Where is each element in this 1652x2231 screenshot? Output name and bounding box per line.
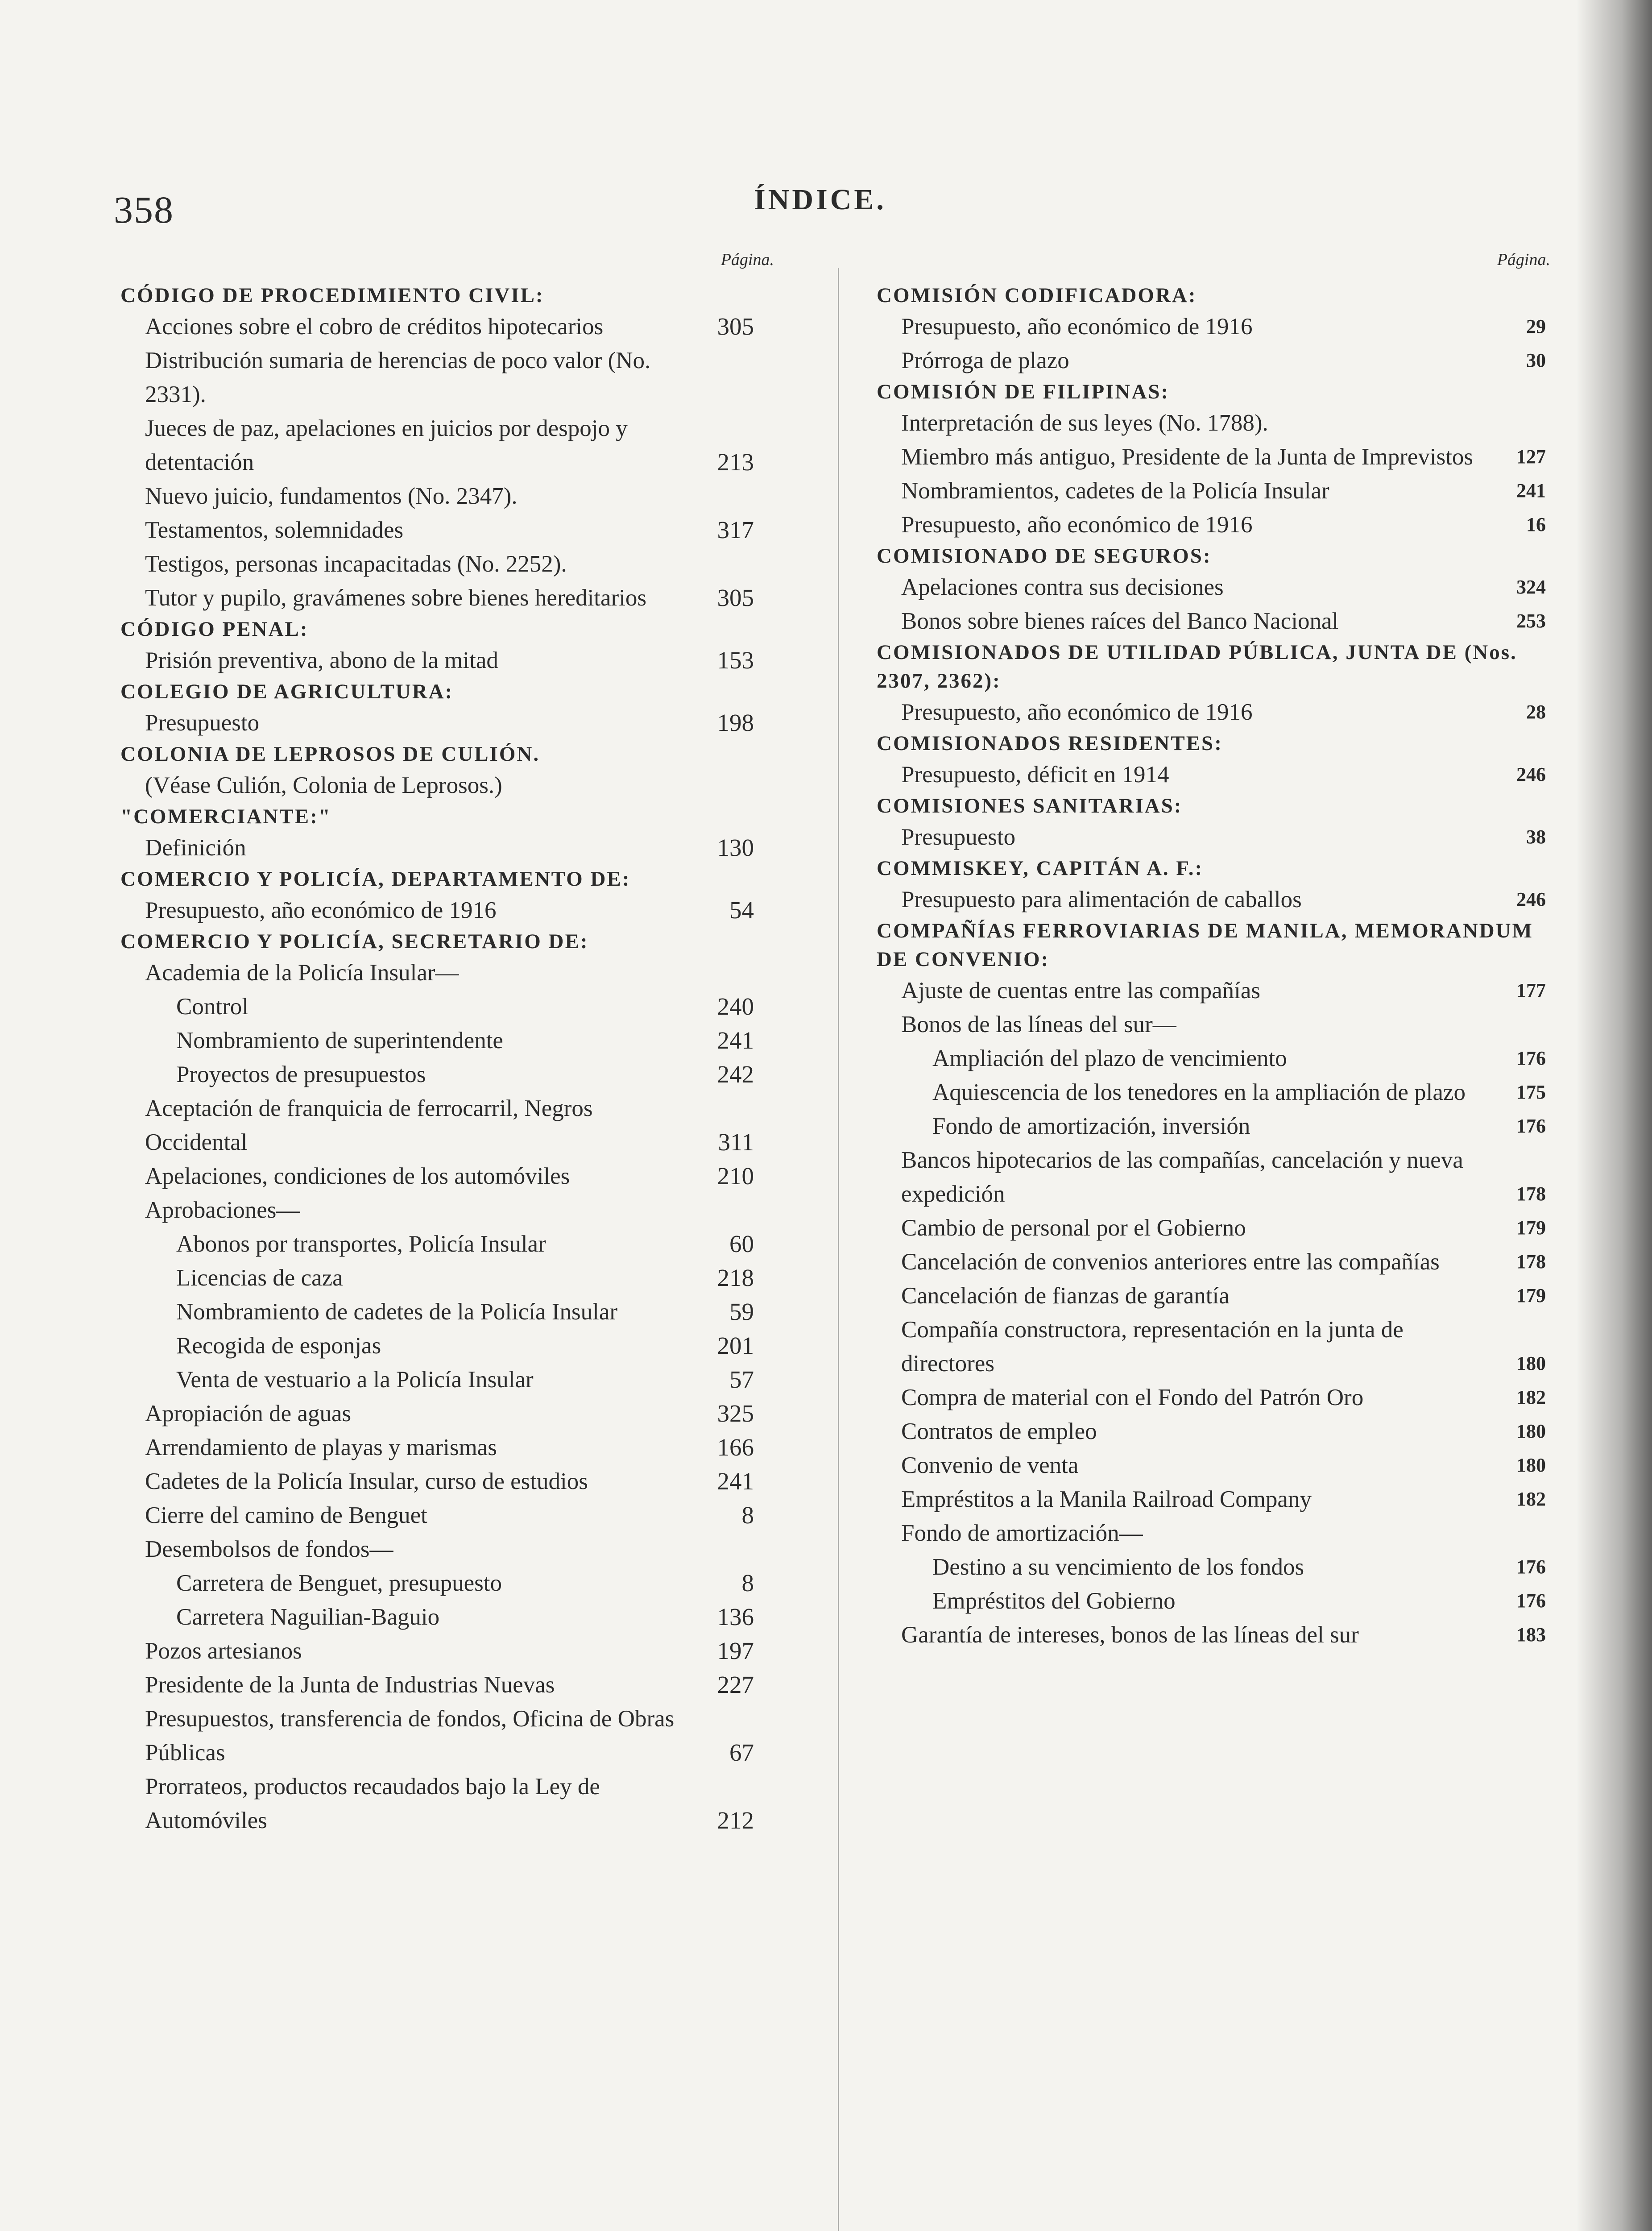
- index-entries-right: [877, 281, 1546, 1652]
- entry-text: Nuevo juicio, fundamentos (No. 2347).: [145, 483, 518, 509]
- index-entry: [120, 1091, 754, 1159]
- index-heading: COMMISKEY, CAPITÁN A. F.:: [877, 857, 1204, 880]
- entry-text: Recogida de esponjas: [176, 1333, 381, 1359]
- entry-text: Aprobaciones—: [145, 1197, 300, 1223]
- index-entry: [877, 883, 1546, 916]
- index-entry: [120, 1329, 754, 1363]
- entry-text: Presupuesto, déficit en 1914: [901, 762, 1169, 788]
- entry-text: Proyectos de presupuestos: [176, 1062, 426, 1087]
- entry-text: Academia de la Policía Insular—: [145, 960, 459, 986]
- entry-text: Prisión preventiva, abono de la mitad: [145, 647, 498, 673]
- index-entry: [877, 758, 1546, 792]
- index-entry: [120, 1702, 754, 1770]
- entry-text: Nombramiento de cadetes de la Policía Insular: [176, 1299, 617, 1325]
- entry-text: Bonos sobre bienes raíces del Banco Nacional: [901, 608, 1339, 634]
- entry-text: Apropiación de aguas: [145, 1401, 352, 1427]
- entry-page-number: 182: [1516, 1386, 1546, 1408]
- index-entry: [877, 570, 1546, 604]
- index-entry: [120, 1566, 754, 1600]
- index-entry: [877, 695, 1546, 729]
- entry-text: Presupuesto: [145, 710, 260, 736]
- entry-text: Carretera de Benguet, presupuesto: [176, 1570, 502, 1596]
- entry-page-number: 38: [1526, 826, 1546, 848]
- entry-text: Carretera Naguilian-Baguio: [176, 1604, 440, 1630]
- index-entry: [120, 411, 754, 479]
- entry-text: Presupuesto, año económico de 1916: [145, 897, 497, 923]
- entry-page-number: 29: [1526, 315, 1546, 337]
- index-entry: [877, 1313, 1546, 1381]
- index-entry: [877, 1075, 1546, 1109]
- entry-text: Presupuesto para alimentación de caballos: [901, 887, 1302, 912]
- index-heading: COLEGIO DE AGRICULTURA:: [120, 680, 454, 703]
- column-divider: [838, 268, 839, 2231]
- entry-page-number: 176: [1516, 1590, 1546, 1612]
- index-entry: [120, 1024, 754, 1057]
- entry-page-number: 176: [1516, 1047, 1546, 1069]
- index-entry: [877, 1414, 1546, 1448]
- entry-text: Fondo de amortización, inversión: [932, 1113, 1250, 1139]
- index-entry: [120, 1770, 754, 1837]
- index-heading: COMERCIO Y POLICÍA, SECRETARIO DE:: [120, 930, 589, 953]
- entry-text: Arrendamiento de playas y marismas: [145, 1435, 497, 1460]
- entry-text: Destino a su vencimiento de los fondos: [932, 1554, 1304, 1580]
- entry-page-number: 324: [1516, 576, 1546, 598]
- index-entry: [120, 1397, 754, 1431]
- pagina-label: Página.: [1497, 250, 1550, 269]
- running-head: ÍNDICE.: [754, 183, 886, 216]
- entry-text: Control: [176, 994, 248, 1020]
- entry-page-number: 210: [717, 1162, 754, 1190]
- entry-page-number: 175: [1516, 1081, 1546, 1103]
- index-entry: [877, 1618, 1546, 1652]
- index-entry: [120, 547, 754, 581]
- index-entry: [120, 1431, 754, 1464]
- index-entry: [120, 1668, 754, 1702]
- entry-text: Empréstitos del Gobierno: [932, 1588, 1176, 1614]
- index-heading: COMISIONADOS RESIDENTES:: [877, 732, 1223, 755]
- entry-page-number: 176: [1516, 1115, 1546, 1137]
- index-entry: [120, 1600, 754, 1634]
- entry-page-number: 241: [1516, 480, 1546, 502]
- index-entry: [120, 1532, 754, 1566]
- entry-page-number: 182: [1516, 1488, 1546, 1510]
- entry-page-number: 246: [1516, 763, 1546, 785]
- entry-page-number: 8: [741, 1501, 754, 1529]
- index-entry: [877, 1143, 1546, 1211]
- entry-page-number: 178: [1516, 1183, 1546, 1205]
- entry-page-number: 28: [1526, 701, 1546, 723]
- index-heading: COLONIA DE LEPROSOS DE CULIÓN.: [120, 742, 540, 766]
- entry-page-number: 153: [717, 647, 754, 674]
- index-entry: [877, 974, 1546, 1008]
- entry-text: Bancos hipotecarios de las compañías, cancelación y nueva expedición: [901, 1147, 1463, 1207]
- entry-page-number: 179: [1516, 1285, 1546, 1306]
- entry-page-number: 179: [1516, 1217, 1546, 1239]
- entry-page-number: 178: [1516, 1251, 1546, 1273]
- index-entry: [877, 1279, 1546, 1313]
- entry-page-number: 227: [717, 1671, 754, 1698]
- entry-text: Jueces de paz, apelaciones en juicios por despojo y detentación: [145, 415, 628, 475]
- entry-text: Apelaciones contra sus decisiones: [901, 574, 1224, 600]
- index-entry: [120, 1464, 754, 1498]
- entry-page-number: 213: [717, 448, 754, 476]
- index-heading: COMPAÑÍAS FERROVIARIAS DE MANILA, MEMORANDUM DE CONVENIO:: [877, 919, 1533, 971]
- entry-text: Ampliación del plazo de vencimiento: [932, 1045, 1287, 1071]
- entry-text: Cierre del camino de Benguet: [145, 1502, 427, 1528]
- page-number: 358: [114, 188, 174, 231]
- entry-page-number: 177: [1516, 979, 1546, 1001]
- entry-text: Presidente de la Junta de Industrias Nuevas: [145, 1672, 555, 1698]
- index-heading: COMISIÓN DE FILIPINAS:: [877, 380, 1170, 403]
- index-entry: [877, 1584, 1546, 1618]
- entry-page-number: 198: [717, 709, 754, 736]
- index-entry: [120, 1498, 754, 1532]
- entry-page-number: 218: [717, 1264, 754, 1291]
- entry-text: Contratos de empleo: [901, 1418, 1097, 1444]
- index-entry: [120, 768, 754, 802]
- index-entry: [877, 440, 1546, 474]
- entry-text: Empréstitos a la Manila Railroad Company: [901, 1486, 1312, 1512]
- index-entry: [877, 1482, 1546, 1516]
- index-entry: [120, 643, 754, 677]
- entry-page-number: 305: [717, 584, 754, 611]
- index-entry: [877, 1516, 1546, 1550]
- entry-page-number: 253: [1516, 610, 1546, 632]
- entry-text: Interpretación de sus leyes (No. 1788).: [901, 410, 1268, 436]
- entry-page-number: 180: [1516, 1420, 1546, 1442]
- entry-text: Acciones sobre el cobro de créditos hipotecarios: [145, 314, 604, 340]
- entry-text: Cambio de personal por el Gobierno: [901, 1215, 1246, 1241]
- index-entries-left: [120, 281, 754, 1837]
- pagina-label: Página.: [720, 250, 774, 269]
- index-entry: [120, 344, 754, 411]
- entry-page-number: 197: [717, 1637, 754, 1664]
- index-entry: [120, 479, 754, 513]
- entry-text: Bonos de las líneas del sur—: [901, 1012, 1176, 1037]
- index-heading: COMISIÓN CODIFICADORA:: [877, 284, 1197, 307]
- entry-text: Convenio de venta: [901, 1452, 1079, 1478]
- entry-text: Nombramientos, cadetes de la Policía Insular: [901, 478, 1329, 504]
- page-header: [0, 170, 1652, 236]
- index-entry: [877, 1550, 1546, 1584]
- index-entry: [120, 1295, 754, 1329]
- entry-page-number: 59: [729, 1298, 754, 1325]
- entry-text: Tutor y pupilo, gravámenes sobre bienes hereditarios: [145, 585, 647, 611]
- entry-page-number: 67: [729, 1739, 754, 1766]
- index-entry: [120, 1057, 754, 1091]
- index-entry: [877, 1211, 1546, 1245]
- index-entry: [877, 508, 1546, 542]
- entry-text: Presupuesto, año económico de 1916: [901, 512, 1253, 538]
- entry-page-number: 240: [717, 993, 754, 1020]
- index-entry: [877, 1245, 1546, 1279]
- index-heading: COMISIONADOS DE UTILIDAD PÚBLICA, JUNTA DE (Nos. 2307, 2362):: [877, 641, 1517, 693]
- index-entry: [120, 706, 754, 740]
- index-entry: [120, 990, 754, 1024]
- index-entry: [120, 513, 754, 547]
- entry-text: Pozos artesianos: [145, 1638, 302, 1664]
- index-entry: [877, 1109, 1546, 1143]
- index-entry: [120, 581, 754, 615]
- entry-text: Apelaciones, condiciones de los automóviles: [145, 1163, 570, 1189]
- entry-text: Cancelación de convenios anteriores entre las compañías: [901, 1249, 1440, 1275]
- entry-page-number: 136: [717, 1603, 754, 1630]
- entry-text: Cadetes de la Policía Insular, curso de estudios: [145, 1468, 588, 1494]
- entry-page-number: 180: [1516, 1352, 1546, 1374]
- entry-text: Compañía constructora, representación en la junta de directores: [901, 1317, 1404, 1377]
- entry-page-number: 201: [717, 1332, 754, 1359]
- index-entry: [120, 1227, 754, 1261]
- index-heading: "COMERCIANTE:": [120, 805, 331, 828]
- entry-text: Compra de material con el Fondo del Patrón Oro: [901, 1385, 1364, 1410]
- index-entry: [120, 1634, 754, 1668]
- index-heading: COMERCIO Y POLICÍA, DEPARTAMENTO DE:: [120, 867, 631, 891]
- entry-page-number: 241: [717, 1027, 754, 1054]
- entry-page-number: 30: [1526, 349, 1546, 371]
- index-entry: [120, 831, 754, 865]
- entry-text: Desembolsos de fondos—: [145, 1536, 393, 1562]
- index-entry: [877, 310, 1546, 344]
- index-entry: [120, 1193, 754, 1227]
- entry-page-number: 127: [1516, 446, 1546, 468]
- entry-page-number: 305: [717, 313, 754, 340]
- entry-text: Definición: [145, 835, 246, 861]
- index-entry: [877, 1041, 1546, 1075]
- entry-text: Aceptación de franquicia de ferrocarril, Negros Occidental: [145, 1095, 593, 1155]
- entry-page-number: 16: [1526, 514, 1546, 535]
- entry-text: (Véase Culión, Colonia de Leprosos.): [145, 772, 502, 798]
- entry-text: Presupuestos, transferencia de fondos, Oficina de Obras Públicas: [145, 1706, 675, 1766]
- entry-text: Testamentos, solemnidades: [145, 517, 404, 543]
- entry-text: Presupuesto, año económico de 1916: [901, 699, 1253, 725]
- index-heading: CÓDIGO DE PROCEDIMIENTO CIVIL:: [120, 284, 544, 307]
- entry-page-number: 60: [729, 1230, 754, 1257]
- page-binding-shadow: [1576, 0, 1652, 2231]
- entry-page-number: 212: [717, 1807, 754, 1834]
- entry-text: Garantía de intereses, bonos de las líneas del sur: [901, 1622, 1359, 1648]
- index-entry: [120, 310, 754, 344]
- entry-text: Presupuesto: [901, 824, 1016, 850]
- entry-text: Ajuste de cuentas entre las compañías: [901, 978, 1261, 1004]
- entry-page-number: 183: [1516, 1624, 1546, 1646]
- entry-text: Abonos por transportes, Policía Insular: [176, 1231, 546, 1257]
- index-entry: [120, 1363, 754, 1397]
- index-heading: COMISIONES SANITARIAS:: [877, 794, 1183, 817]
- entry-page-number: 325: [717, 1400, 754, 1427]
- entry-page-number: 311: [718, 1128, 754, 1156]
- entry-text: Prórroga de plazo: [901, 348, 1069, 373]
- entry-text: Fondo de amortización—: [901, 1520, 1143, 1546]
- index-heading: COMISIONADO DE SEGUROS:: [877, 544, 1212, 568]
- entry-text: Cancelación de fianzas de garantía: [901, 1283, 1230, 1309]
- entry-text: Testigos, personas incapacitadas (No. 2252).: [145, 551, 567, 577]
- index-entry: [120, 1261, 754, 1295]
- index-entry: [120, 893, 754, 927]
- entry-page-number: 176: [1516, 1556, 1546, 1578]
- index-entry: [877, 1008, 1546, 1041]
- entry-text: Nombramiento de superintendente: [176, 1028, 503, 1053]
- entry-text: Licencias de caza: [176, 1265, 343, 1291]
- entry-page-number: 246: [1516, 888, 1546, 910]
- entry-page-number: 54: [729, 896, 754, 924]
- index-entry: [120, 956, 754, 990]
- entry-page-number: 241: [717, 1468, 754, 1495]
- entry-page-number: 8: [741, 1569, 754, 1597]
- entry-page-number: 57: [729, 1366, 754, 1393]
- entry-page-number: 130: [717, 834, 754, 861]
- entry-page-number: 166: [717, 1434, 754, 1461]
- entry-text: Aquiescencia de los tenedores en la ampliación de plazo: [932, 1079, 1466, 1105]
- entry-text: Miembro más antiguo, Presidente de la Junta de Imprevistos: [901, 444, 1474, 470]
- index-entry: [877, 344, 1546, 377]
- index-entry: [120, 1159, 754, 1193]
- index-entry: [877, 1448, 1546, 1482]
- index-entry: [877, 604, 1546, 638]
- entry-page-number: 180: [1516, 1454, 1546, 1476]
- index-entry: [877, 1381, 1546, 1414]
- index-entry: [877, 474, 1546, 508]
- entry-page-number: 242: [717, 1061, 754, 1088]
- index-heading: CÓDIGO PENAL:: [120, 618, 309, 641]
- index-entry: [877, 406, 1546, 440]
- entry-text: Presupuesto, año económico de 1916: [901, 314, 1253, 340]
- entry-text: Prorrateos, productos recaudados bajo la Ley de Automóviles: [145, 1774, 600, 1833]
- index-entry: [877, 820, 1546, 854]
- entry-text: Venta de vestuario a la Policía Insular: [176, 1367, 534, 1393]
- entry-page-number: 317: [717, 516, 754, 543]
- entry-text: Distribución sumaria de herencias de poco valor (No. 2331).: [145, 348, 651, 407]
